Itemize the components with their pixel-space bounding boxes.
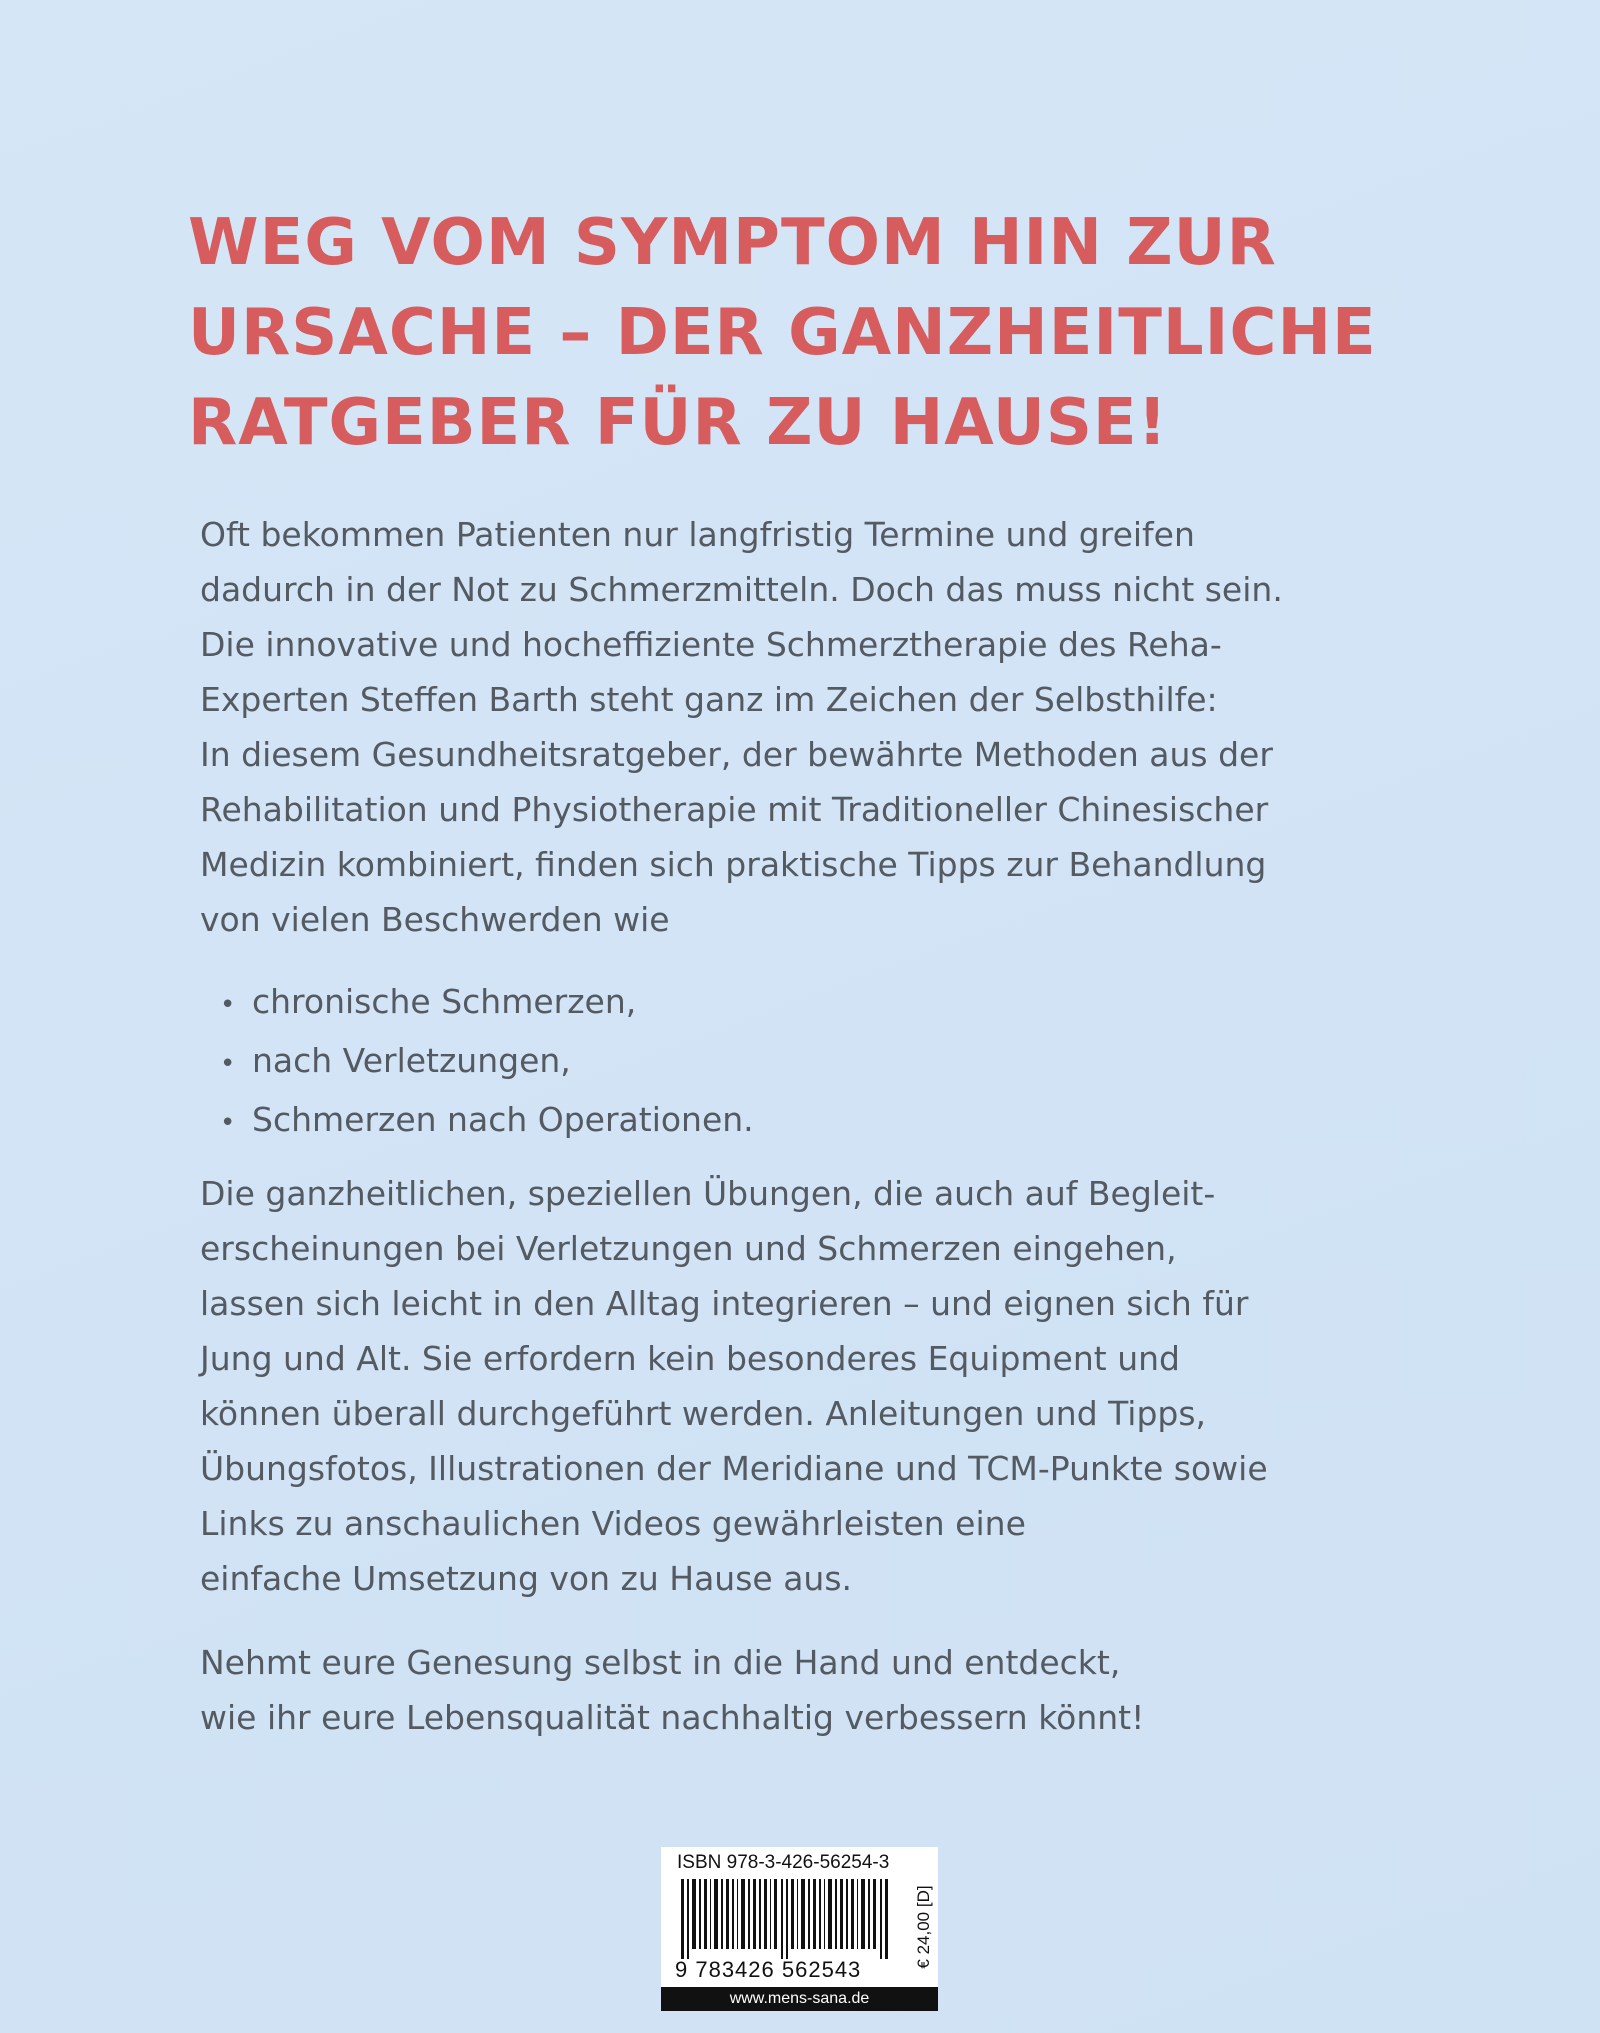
exercises-line: lassen sich leicht in den Alltag integrieren – und eignen sich für bbox=[200, 1284, 1249, 1323]
exercises-line: können überall durchgeführt werden. Anleitungen und Tipps, bbox=[200, 1394, 1207, 1433]
list-item bbox=[220, 1092, 754, 1151]
complaints-list bbox=[220, 974, 754, 1151]
intro-line: Oft bekommen Patienten nur langfristig Termine und greifen bbox=[200, 515, 1195, 554]
headline-line: RATGEBER FÜR ZU HAUSE! bbox=[188, 386, 1168, 460]
intro-paragraph bbox=[200, 507, 1400, 947]
exercises-line: Übungsfotos, Illustrationen der Meridiane und TCM-Punkte sowie bbox=[200, 1449, 1268, 1488]
intro-line: Rehabilitation und Physiotherapie mit Traditioneller Chinesischer bbox=[200, 790, 1269, 829]
list-item bbox=[220, 1033, 754, 1092]
publisher-url: www.mens-sana.de bbox=[661, 1987, 938, 2011]
headline bbox=[188, 198, 1448, 468]
intro-line: dadurch in der Not zu Schmerzmitteln. Doch das muss nicht sein. bbox=[200, 570, 1283, 609]
intro-line: von vielen Beschwerden wie bbox=[200, 900, 670, 939]
exercises-line: erscheinungen bei Verletzungen und Schmerzen eingehen, bbox=[200, 1229, 1177, 1268]
bullet-icon: • bbox=[220, 1049, 236, 1079]
exercises-line: Jung und Alt. Sie erfordern kein besonderes Equipment und bbox=[200, 1339, 1180, 1378]
list-item-text: nach Verletzungen, bbox=[252, 1041, 571, 1080]
exercises-line: einfache Umsetzung von zu Hause aus. bbox=[200, 1559, 853, 1598]
price-label bbox=[909, 1877, 935, 1987]
isbn-barcode-box bbox=[661, 1847, 938, 2011]
intro-line: Die innovative und hocheffiziente Schmerztherapie des Reha- bbox=[200, 625, 1222, 664]
exercises-paragraph bbox=[200, 1166, 1400, 1606]
headline-line: WEG VOM SYMPTOM HIN ZUR bbox=[188, 206, 1277, 280]
ean-number: 9 783426 562543 bbox=[675, 1957, 862, 1982]
barcode-icon bbox=[681, 1879, 896, 1959]
headline-line: URSACHE – DER GANZHEITLICHE bbox=[188, 296, 1377, 370]
closing-line: wie ihr eure Lebensqualität nachhaltig verbessern könnt! bbox=[200, 1698, 1145, 1737]
intro-line: In diesem Gesundheitsratgeber, der bewährte Methoden aus der bbox=[200, 735, 1273, 774]
intro-line: Medizin kombiniert, finden sich praktische Tipps zur Behandlung bbox=[200, 845, 1267, 884]
price-text: € 24,00 [D] bbox=[914, 1885, 933, 1969]
intro-line: Experten Steffen Barth steht ganz im Zeichen der Selbsthilfe: bbox=[200, 680, 1218, 719]
list-item-text: chronische Schmerzen, bbox=[252, 982, 637, 1021]
exercises-line: Die ganzheitlichen, speziellen Übungen, die auch auf Begleit- bbox=[200, 1174, 1216, 1213]
isbn-number: ISBN 978-3-426-56254-3 bbox=[677, 1852, 890, 1873]
closing-paragraph bbox=[200, 1635, 1400, 1745]
closing-line: Nehmt eure Genesung selbst in die Hand und entdeckt, bbox=[200, 1643, 1121, 1682]
list-item bbox=[220, 974, 754, 1033]
bullet-icon: • bbox=[220, 990, 236, 1020]
list-item-text: Schmerzen nach Operationen. bbox=[252, 1100, 754, 1139]
bullet-icon: • bbox=[220, 1108, 236, 1138]
exercises-line: Links zu anschaulichen Videos gewährleisten eine bbox=[200, 1504, 1026, 1543]
